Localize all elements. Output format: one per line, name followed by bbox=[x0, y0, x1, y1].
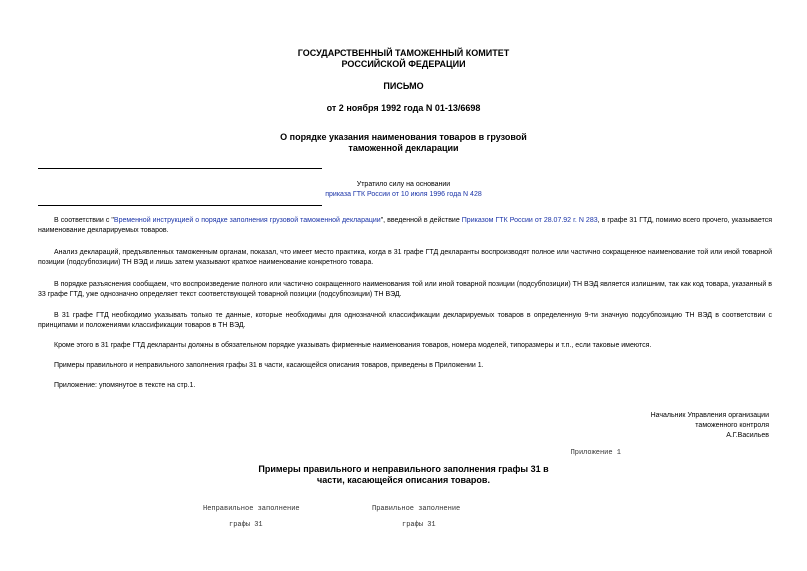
signature-name: А.Г.Васильев bbox=[726, 432, 769, 439]
paragraph-1: В соответствии с "Временной инструкцией о порядке заполнения грузовой таможенной декларации", введенной в действие Приказом ГТК России от 28.07.92 г. N 283, в графе 31 ГТД, помимо всего прочего, указывается наименование декларируемых товаров. bbox=[38, 217, 772, 234]
paragraph-3: В порядке разъяснения сообщаем, что воспроизведение полного или частично сокращенного наименования той или иной товарной позиции (подсубпозиции) ТН ВЭД является излишним, так как код товара, указанный в 33 графе ГТД, уже однозначно определяет текст соответствующей товарной позиции (подсубпозиции) ТН ВЭД. bbox=[38, 281, 772, 298]
divider-bottom bbox=[38, 205, 322, 206]
col-correct-header-line2: графы 31 bbox=[402, 521, 436, 529]
appendix-label: Приложение 1 bbox=[570, 449, 621, 457]
repeal-order-link[interactable]: приказа ГТК России от 10 июля 1996 года N 428 bbox=[325, 191, 482, 198]
order-283-link[interactable]: Приказом ГТК России от 28.07.92 г. N 283 bbox=[461, 217, 598, 224]
signature-department: таможенного контроля bbox=[695, 422, 769, 429]
document-title-line2: таможенной декларации bbox=[348, 143, 459, 153]
org-name-line2: РОССИЙСКОЙ ФЕДЕРАЦИИ bbox=[341, 59, 466, 69]
divider-top bbox=[38, 168, 322, 169]
instruction-link[interactable]: Временной инструкцией о порядке заполнения грузовой таможенной декларации bbox=[113, 217, 381, 224]
document-type: ПИСЬМО bbox=[383, 81, 424, 91]
paragraph-7: Приложение: упомянутое в тексте на стр.1. bbox=[54, 382, 196, 389]
appendix-title-line1: Примеры правильного и неправильного заполнения графы 31 в bbox=[258, 464, 549, 474]
paragraph-2: Анализ деклараций, предъявленных таможенным органам, показал, что имеет место практика, когда в 31 графе ГТД декларанты воспроизводят полное или частично сокращенное наименование той или иной товарной позиции (подсубпозиции) ТН ВЭД и лишь затем указывают краткое наименование конкретного товара. bbox=[38, 249, 772, 266]
col-incorrect-header-line2: графы 31 bbox=[229, 521, 263, 529]
status-text: Утратило силу на основании bbox=[356, 181, 451, 188]
signature-position: Начальник Управления организации bbox=[650, 412, 769, 419]
col-correct-header-line1: Правильное заполнение bbox=[372, 505, 461, 513]
org-name-line1: ГОСУДАРСТВЕННЫЙ ТАМОЖЕННЫЙ КОМИТЕТ bbox=[297, 48, 510, 58]
signature-block bbox=[651, 411, 769, 441]
appendix-title-line2: части, касающейся описания товаров. bbox=[317, 475, 490, 485]
paragraph-4: В 31 графе ГТД необходимо указывать только те данные, которые необходимы для однозначной классификации декларируемых товаров в определенную 9-ти значную подсубпозицию ТН ВЭД в соответствии с принципами и положениями классификации товаров в ТН ВЭД. bbox=[38, 312, 772, 329]
document-date: от 2 ноября 1992 года N 01-13/6698 bbox=[326, 103, 481, 113]
paragraph-5: Кроме этого в 31 графе ГТД декларанты должны в обязательном порядке указывать фирменные наименования товаров, номера моделей, типоразмеры и т.п., если таковые имеются. bbox=[54, 342, 652, 349]
col-incorrect-header-line1: Неправильное заполнение bbox=[203, 505, 300, 513]
paragraph-6: Примеры правильного и неправильного заполнения графы 31 в части, касающейся описания товаров, приведены в Приложении 1. bbox=[54, 362, 484, 369]
document-title-line1: О порядке указания наименования товаров в грузовой bbox=[280, 132, 527, 142]
